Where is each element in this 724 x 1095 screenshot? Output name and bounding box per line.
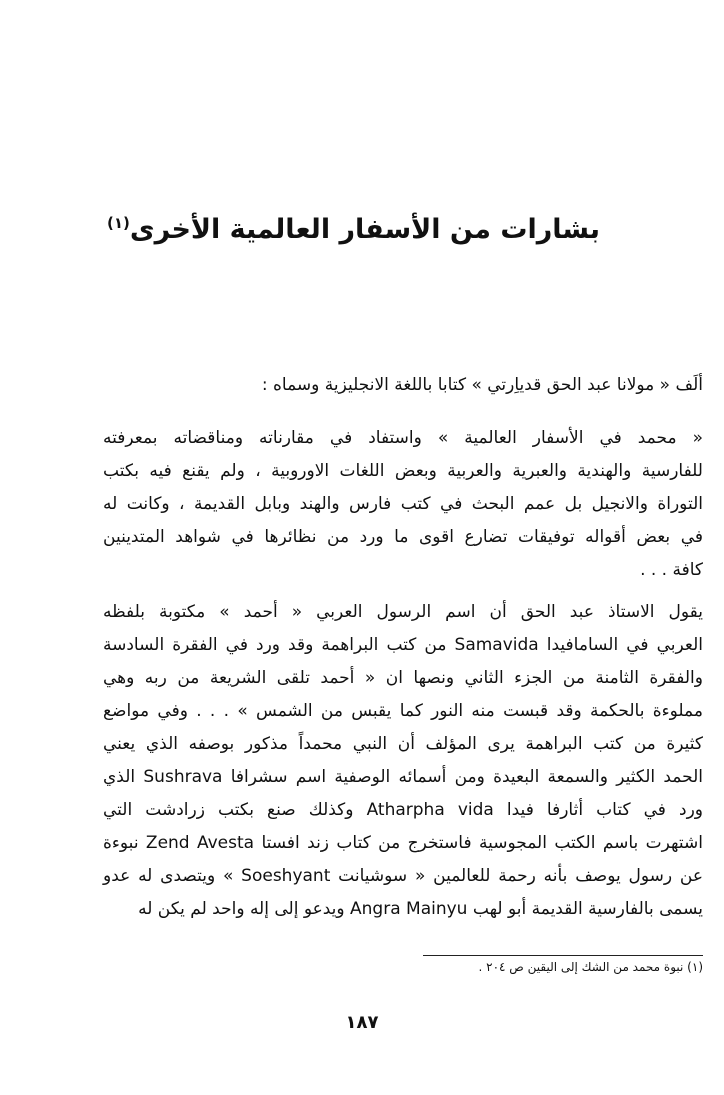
footnote: (١) نبوة محمد من الشك إلى اليقين ص ٢٠٤ . bbox=[478, 960, 703, 974]
page-number: ١٨٧ bbox=[345, 1012, 379, 1033]
text-line: الحمد الكثير والسمعة البعيدة ومن أسمائه الوصفية اسم سشرافا Sushrava الذي bbox=[103, 767, 703, 787]
text-line: كثيرة من كتب البراهمة يرى المؤلف أن النبي محمداً مذكور بوصفه الذي يعني bbox=[103, 734, 703, 754]
text-line: كافة . . . bbox=[640, 560, 703, 580]
text-line: التوراة والانجيل بل عمم البحث في كتب فارس والهند وبابل القديمة ، وكانت له bbox=[103, 494, 703, 514]
footnote-divider bbox=[423, 955, 703, 956]
chapter-title bbox=[100, 214, 600, 245]
text-line: مملوءة بالحكمة وقد قبست منه النور كما يقبس من الشمس » . . . وفي مواضع bbox=[103, 701, 703, 721]
intro-line: ألَف « مولانا عبد الحق قدياِرتي » كتابا باللغة الانجليزية وسماه : bbox=[261, 375, 703, 395]
text-line: يقول الاستاذ عبد الحق أن اسم الرسول العربي « أحمد » مكتوبة بلفظه bbox=[103, 602, 703, 622]
text-line: والفقرة الثامنة من الجزء الثاني ونصها ان « أحمد تلقى الشريعة من ربه وهي bbox=[103, 668, 703, 688]
text-line: ورد في كتاب أثارفا فيدا Atharpha vida وكذلك صنع بكتب زرادشت التي bbox=[103, 800, 704, 820]
text-line: اشتهرت باسم الكتب المجوسية فاستخرج من كتاب زند افستا Zend Avesta نبوءة bbox=[103, 833, 703, 853]
text-line: العربي في السامافيدا Samavida من كتب البراهمة وقد ورد في الفقرة السادسة bbox=[103, 635, 703, 655]
text-line: « محمد في الأسفار العالمية » واستفاد في مقارناته ومناقضاته بمعرفته bbox=[103, 428, 703, 448]
text-line: في بعض أقواله توفيقات تضارع اقوى ما ورد من نظائرها في شواهد المتدينين bbox=[103, 527, 703, 547]
footnote-mark: (١) bbox=[107, 214, 130, 232]
text-line: للفارسية والهندية والعبرية والعربية وبعض اللغات الاوروبية ، ولم يقنع فيه بكتب bbox=[103, 461, 703, 481]
title-text: بشارات من الأسفار العالمية الأخرى bbox=[129, 214, 600, 245]
text-line: عن رسول يوصف بأنه رحمة للعالمين « سوشيانت Soeshyant » ويتصدى له عدو bbox=[103, 866, 703, 886]
text-line: يسمى بالفارسية القديمة أبو لهب Angra Mainyu ويدعو إلى إله واحد لم يكن له bbox=[138, 899, 703, 919]
